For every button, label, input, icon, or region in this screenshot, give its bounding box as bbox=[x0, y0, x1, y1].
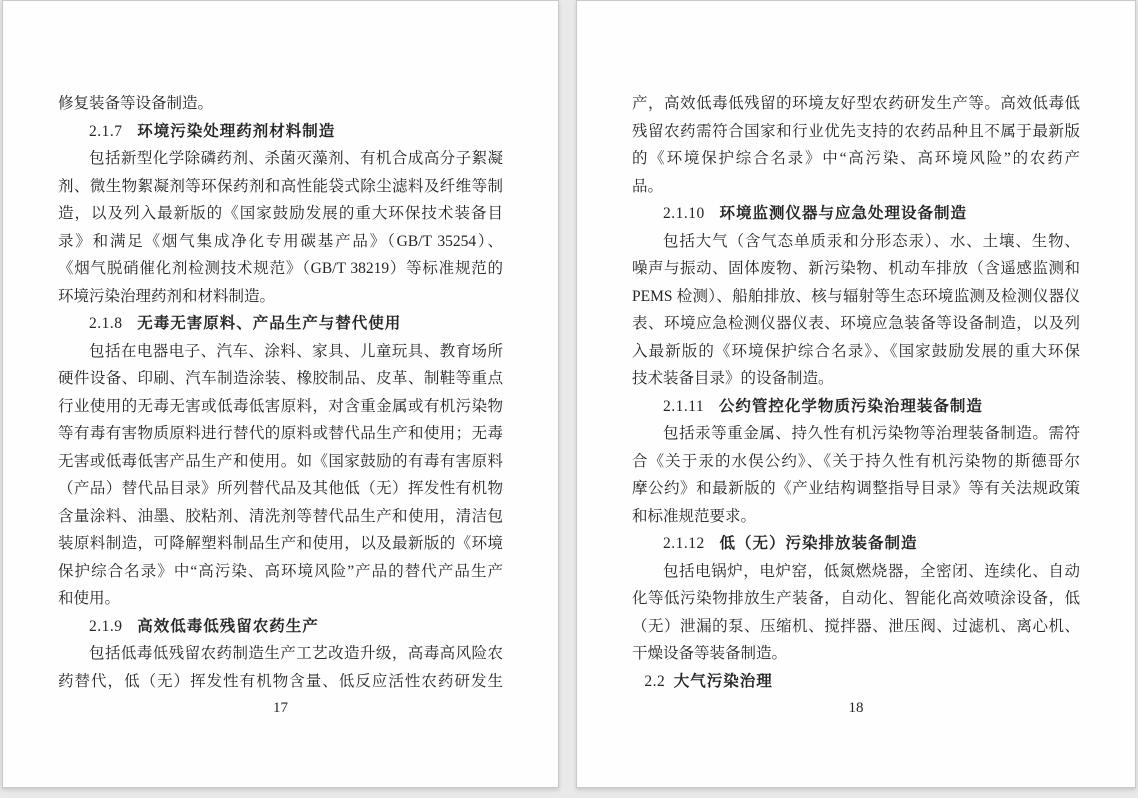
text-line: 包括低毒低残留农药制造生产工艺改造升级，高毒高风险农 bbox=[89, 645, 503, 662]
page-17 bbox=[2, 0, 559, 788]
section-number: 2.1.11 bbox=[663, 397, 705, 415]
text-line: 行业使用的无毒无害或低毒低害原料，对含重金属或有机污染物 bbox=[58, 397, 503, 415]
section-heading bbox=[58, 613, 503, 641]
section-title: 无毒无害原料、产品生产与替代使用 bbox=[137, 315, 402, 332]
text-line: 技术装备目录》的设备制造。 bbox=[632, 370, 834, 387]
section-heading bbox=[632, 668, 1080, 696]
text-line: 录》和满足《烟气集成净化专用碳基产品》（GB/T 35254）、 bbox=[58, 232, 503, 250]
section-heading bbox=[58, 310, 503, 338]
text-line: 合《关于汞的水俣公约》、《关于持久性有机污染物的斯德哥尔 bbox=[632, 452, 1080, 470]
section-title: 公约管控化学物质污染治理装备制造 bbox=[718, 397, 983, 415]
text-line: 和使用。 bbox=[58, 590, 121, 607]
text-line: 的《环境保护综合名录》中“高污染、高环境风险”的农药产 bbox=[632, 150, 1080, 167]
text-line: 噪声与振动、固体废物、新污染物、机动车排放（含遥感监测和 bbox=[632, 260, 1080, 277]
section-number: 2.1.12 bbox=[663, 535, 705, 552]
text-line: 剂、微生物絮凝剂等环保药剂和高性能袋式除尘滤料及纤维等制 bbox=[58, 177, 503, 195]
page-18-number: 18 bbox=[848, 700, 864, 716]
text-line: 包括在电器电子、汽车、涂料、家具、儿童玩具、教育场所 bbox=[89, 342, 503, 360]
text-line: 表、环境应急检测仪器仪表、环境应急装备等设备制造，以及列 bbox=[632, 315, 1080, 332]
section-number: 2.1.7 bbox=[89, 122, 123, 140]
section-heading bbox=[632, 200, 1080, 228]
text-line: 无害或低毒低害产品生产和使用。如《国家鼓励的有毒有害原料 bbox=[58, 452, 503, 470]
text-line: 硬件设备、印刷、汽车制造涂装、橡胶制品、皮革、制鞋等重点 bbox=[58, 370, 503, 387]
section-title: 低（无）污染排放装备制造 bbox=[719, 535, 918, 552]
text-line: 残留农药需符合国家和行业优先支持的农药品种且不属于最新版 bbox=[632, 122, 1080, 140]
text-line: （产品）替代品目录》所列替代品及其他低（无）挥发性有机物 bbox=[58, 480, 503, 497]
text-line: 化等低污染物排放生产装备，自动化、智能化高效喷涂设备，低 bbox=[632, 590, 1080, 607]
text-line: 造，以及列入最新版的《国家鼓励发展的重大环保技术装备目 bbox=[58, 205, 503, 222]
page-17-text-column bbox=[3, 1, 558, 695]
text-line: 入最新版的《环境保护综合名录》、《国家鼓励发展的重大环保 bbox=[632, 342, 1080, 360]
page-18-text-column bbox=[577, 1, 1135, 695]
text-line: 修复装备等设备制造。 bbox=[58, 95, 214, 112]
section-heading bbox=[632, 393, 1080, 421]
section-title: 环境监测仪器与应急处理设备制造 bbox=[719, 205, 967, 222]
text-line: 《烟气脱硝催化剂检测技术规范》（GB/T 38219）等标准规范的 bbox=[58, 260, 503, 277]
text-line: 包括大气（含气态单质汞和分形态汞）、水、土壤、生物、 bbox=[663, 232, 1080, 250]
text-line: 环境污染治理药剂和材料制造。 bbox=[58, 287, 276, 305]
section-title: 大气污染治理 bbox=[673, 672, 773, 690]
section-title: 环境污染处理药剂材料制造 bbox=[137, 122, 336, 140]
text-line: 包括汞等重金属、持久性有机污染物等治理装备制造。需符 bbox=[663, 425, 1080, 442]
text-line: 等有毒有害物质原料进行替代的原料或替代品生产和使用；无毒 bbox=[58, 425, 503, 442]
text-line: 品。 bbox=[632, 177, 664, 195]
text-line: （无）泄漏的泵、压缩机、搅拌器、泄压阀、过滤机、离心机、 bbox=[632, 617, 1080, 635]
section-title: 高效低毒低残留农药生产 bbox=[137, 617, 319, 635]
text-line: 产，高效低毒低残留的环境友好型农药研发生产等。高效低毒低 bbox=[632, 95, 1080, 112]
section-heading bbox=[58, 118, 503, 146]
text-line: 包括电锅炉，电炉窑，低氮燃烧器，全密闭、连续化、自动 bbox=[663, 562, 1080, 580]
text-line: 包括新型化学除磷药剂、杀菌灭藻剂、有机合成高分子絮凝 bbox=[89, 150, 503, 167]
text-line: 和标准规范要求。 bbox=[632, 507, 757, 525]
section-number: 2.1.9 bbox=[89, 617, 123, 635]
page-18 bbox=[576, 0, 1136, 788]
text-line: 药替代，低（无）挥发性有机物含量、低反应活性农药研发生 bbox=[58, 672, 503, 690]
text-line: 含量涂料、油墨、胶粘剂、清洗剂等替代品生产和使用，清洁包 bbox=[58, 507, 503, 525]
section-number: 2.1.10 bbox=[663, 205, 705, 222]
section-number: 2.2 bbox=[644, 672, 666, 690]
text-line: 装原料制造，可降解塑料制品生产和使用，以及最新版的《环境 bbox=[58, 535, 503, 552]
text-line: 保护综合名录》中“高污染、高环境风险”产品的替代产品生产 bbox=[58, 562, 503, 580]
page-17-number: 17 bbox=[273, 700, 288, 716]
section-number: 2.1.8 bbox=[89, 315, 123, 332]
text-line: 干燥设备等装备制造。 bbox=[632, 645, 788, 662]
section-heading bbox=[632, 530, 1080, 558]
text-line: 摩公约》和最新版的《产业结构调整指导目录》等有关法规政策 bbox=[632, 480, 1080, 497]
text-line: PEMS 检测）、船舶排放、核与辐射等生态环境监测及检测仪器仪 bbox=[632, 287, 1080, 305]
